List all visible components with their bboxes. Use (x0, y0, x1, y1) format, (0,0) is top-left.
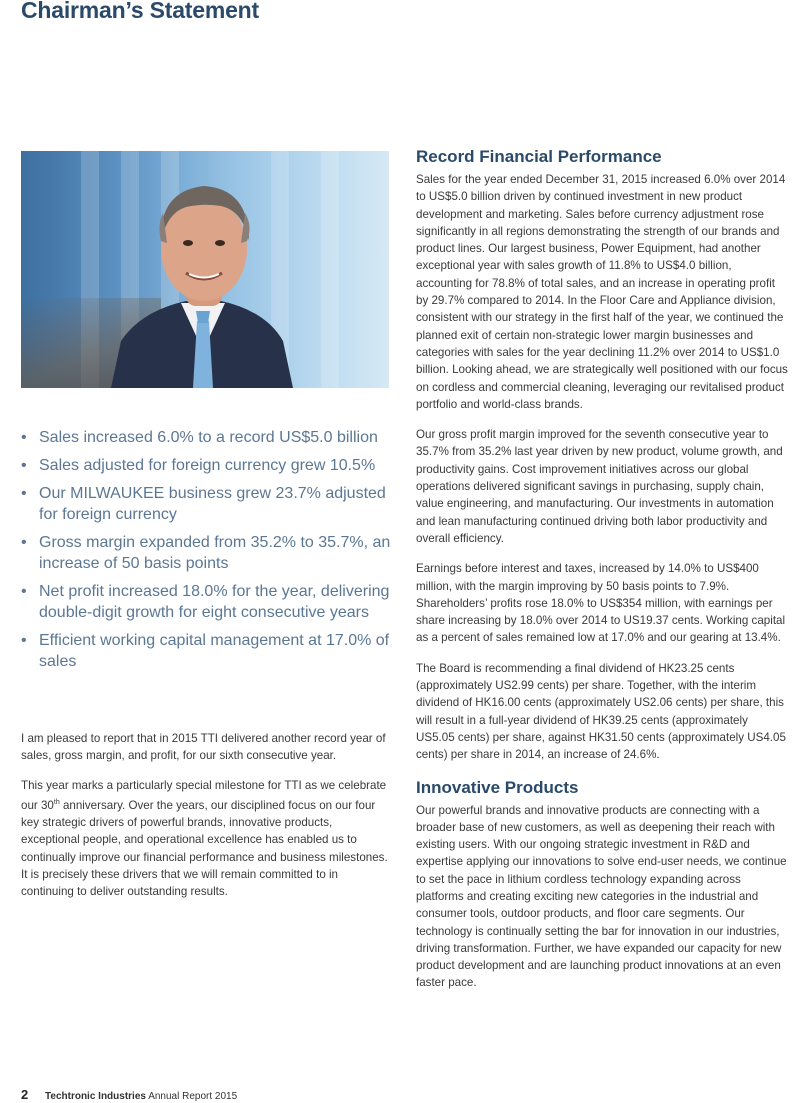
page-footer (21, 1087, 237, 1102)
person-illustration (21, 151, 389, 388)
financial-paragraph: The Board is recommending a final dividend of HK23.25 cents (approximately US2.99 cents) per share. Together, with the interim dividend of HK16.00 cents (approximately US2.06 cents) per share, this will result in a full-year dividend of HK39.25 cents (approximately US5.05 cents) per share, against HK31.50 cents (approximately US4.05 cents) per share in 2014, an increase of 24.6%. (416, 661, 786, 762)
highlight-item: • Net profit increased 18.0% for the year, delivering double-digit growth for eight consecutive years (21, 583, 390, 621)
financial-paragraph: Earnings before interest and taxes, increased by 14.0% to US$400 million, with the margin improving by 50 basis points to 7.9%. Shareholders’ profits rose 18.0% to US$354 million, with earnings per share increasing by 18.0% over 2014 to US19.37 cents. Working capital as a percent of sales remained low at 17.0% and our gearing at 13.4%. (416, 562, 786, 645)
highlight-item: • Sales increased 6.0% to a record US$5.0 billion (21, 429, 378, 446)
highlight-item: • Our MILWAUKEE business grew 23.7% adjusted for foreign currency (21, 485, 386, 523)
highlight-item: • Efficient working capital management at 17.0% of sales (21, 632, 390, 670)
right-column (416, 146, 788, 1005)
highlight-item: • Gross margin expanded from 35.2% to 35.7%, an increase of 50 basis points (21, 534, 391, 572)
innovative-paragraph: Our powerful brands and innovative products are connecting with a broader base of new customers, as well as deepening their reach with existing users. With our ongoing strategic investment in R&D and expertise applying our innovations to solve end-user needs, we continue to set the pace in lithium cordless technology expanding across platforms and creating exciting new categories in the industrial and consumer tools, outdoor products, and floor care segments. Our technology is continually setting the bar for innovation in our industries, driving transformation. Further, we have expanded our capacity for new product development and are launching product innovations at an even faster pace. (416, 803, 787, 990)
intro-section (21, 730, 393, 913)
milestone-paragraph: This year marks a particularly special milestone for TTI as we celebrate our 30th anniversary. Over the years, our disciplined focus on our four key strategic drivers of powerful brands, innovative products, exceptional people, and operational excellence has enabled us to continually improve our financial performance and business milestones. It is precisely these drivers that we will remain committed to in continuing to deliver outstanding results. (21, 778, 388, 899)
page-title: Chairman’s Statement (21, 0, 259, 23)
chairman-portrait (21, 151, 389, 388)
financial-paragraph: Our gross profit margin improved for the seventh consecutive year to 35.7% from 35.2% last year driven by new product, volume growth, and productivity gains. Cost improvement initiatives across our global operations delivered significant savings in purchasing, supply chain, value engineering, and manufacturing. Our investments in automation and lean manufacturing continued driving both labor productivity and overall efficiency. (416, 428, 783, 545)
page-number: 2 (21, 1087, 29, 1102)
intro-paragraph: I am pleased to report that in 2015 TTI delivered another record year of sales, gross margin, and profit, for our sixth consecutive year. (21, 732, 386, 763)
highlight-item: • Sales adjusted for foreign currency grew 10.5% (21, 457, 376, 474)
section-heading-financial: Record Financial Performance (416, 147, 662, 166)
highlights-list (21, 427, 396, 679)
section-heading-innovative: Innovative Products (416, 777, 579, 797)
financial-paragraph: Sales for the year ended December 31, 2015 increased 6.0% over 2014 to US$5.0 billion driven by continued investment in new product development and marketing. Sales before currency adjustment rose significantly in all regions demonstrating the strength of our brands and product lines. Our largest business, Power Equipment, had another exceptional year with sales growth of 11.8% to US$4.0 billion, accounting for 78.8% of total sales, and an increase in operating profit by 29.7% compared to 2014. In the Floor Care and Appliance division, consistent with our strategy in the first half of the year, we continued the planned exit of certain non-strategic lower margin businesses and categories with sales for the year declining 11.2% over 2014 to US$1.0 billion. Looking ahead, we are strategically well positioned with our focus on cordless and commercial cleaning, leveraging our revitalised product portfolio and world-class brands. (416, 173, 788, 411)
report-name: Annual Report 2015 (148, 1091, 238, 1102)
company-name: Techtronic Industries (45, 1091, 146, 1102)
